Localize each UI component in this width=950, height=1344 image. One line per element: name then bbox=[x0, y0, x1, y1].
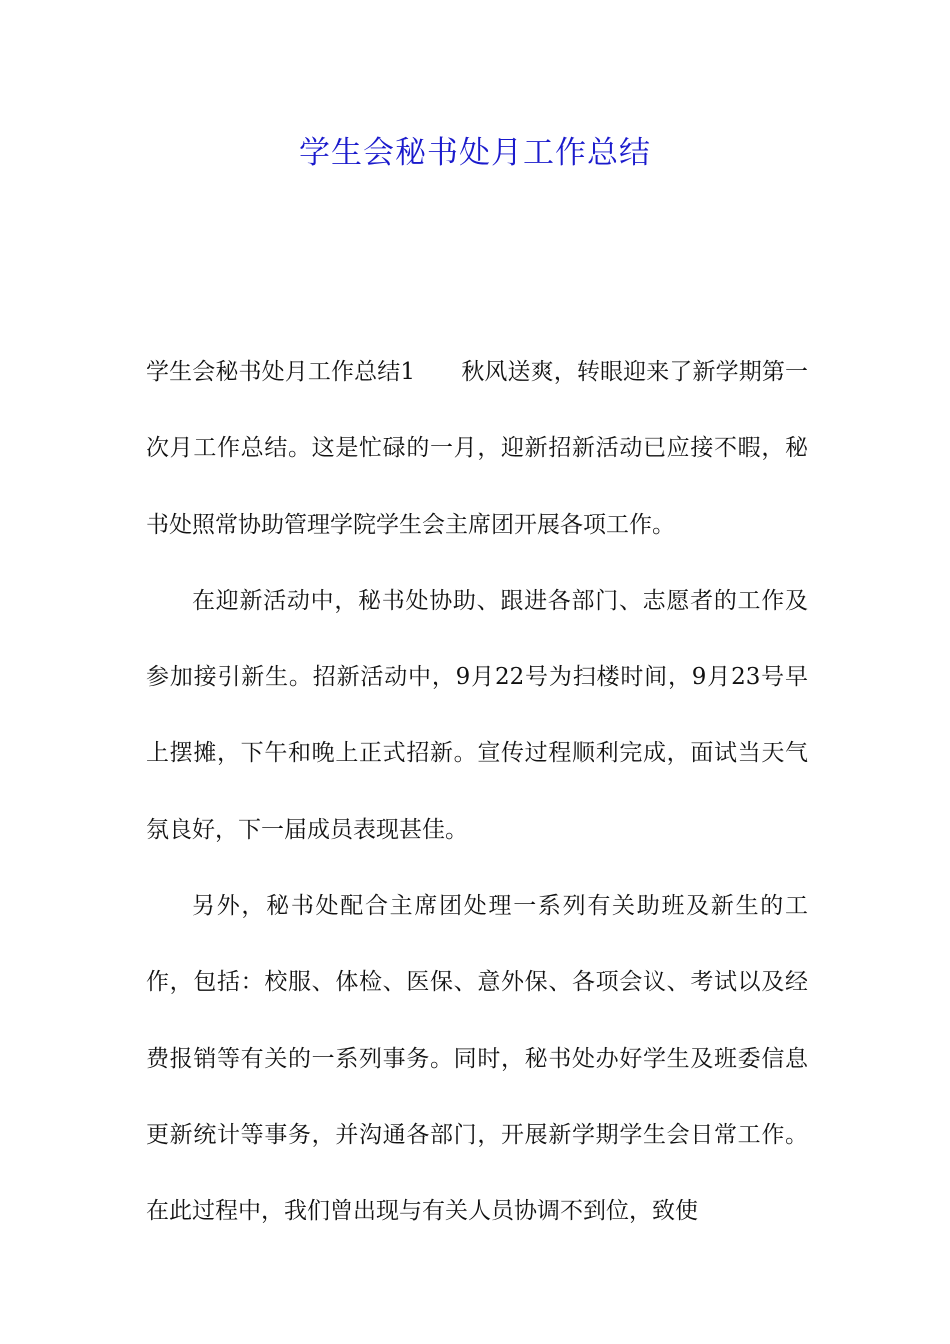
document-title: 学生会秘书处月工作总结 bbox=[299, 135, 651, 171]
paragraph-intro: 学生会秘书处月工作总结1 秋风送爽，转眼迎来了新学期第一次月工作总结。这是忙碌的一月，迎新招新活动已应接不暇，秘书处照常协助管理学院学生会主席团开展各项工作。 bbox=[146, 359, 808, 538]
document-body bbox=[146, 334, 808, 1250]
paragraph-other-work: 另外，秘书处配合主席团处理一系列有关助班及新生的工作，包括：校服、体检、医保、意外保、各项会议、考试以及经费报销等有关的一系列事务。同时，秘书处办好学生及班委信息更新统计等事务，并沟通各部门，开展新学期学生会日常工作。在此过程中，我们曾出现与有关人员协调不到位，致使 bbox=[146, 893, 808, 1225]
paragraph-recruitment: 在迎新活动中，秘书处协助、跟进各部门、志愿者的工作及参加接引新生。招新活动中，9月22号为扫楼时间，9月23号早上摆摊，下午和晚上正式招新。宣传过程顺利完成，面试当天气氛良好，下一届成员表现甚佳。 bbox=[146, 587, 808, 843]
